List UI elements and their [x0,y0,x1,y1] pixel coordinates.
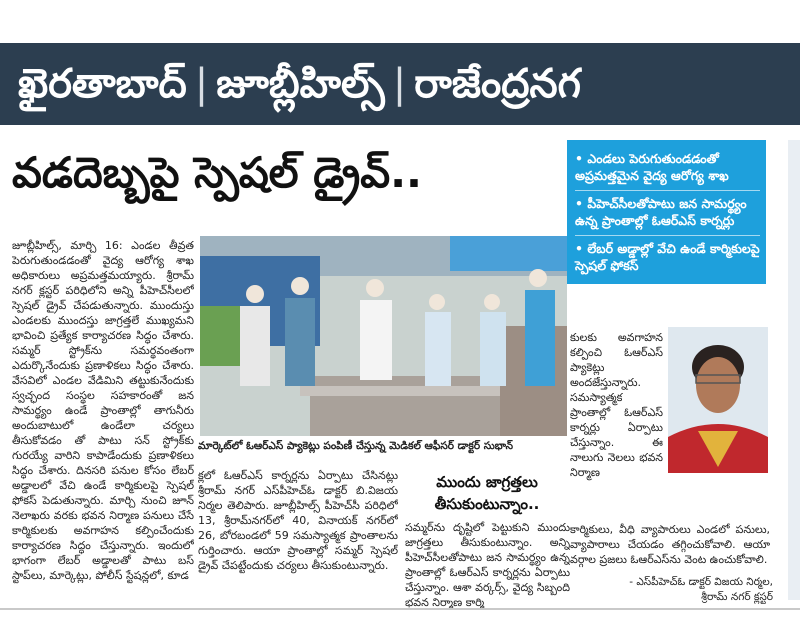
highlight-item: • పీహెచ్‌సీలతోపాటు జన సామర్థ్యం ఉన్న ప్రాంతాల్లో ఓఆర్‌ఎస్ కార్నర్లు [575,191,760,236]
highlights-box [567,140,766,284]
banner-area-2: జూబ్లీహిల్స్ [216,61,385,107]
article-column-2: క్ల‌లో ఓఆర్‌ఎస్ కార్నర్లను ఏర్పాటు చేసినట్లు శ్రీరామ్ నగర్ ఎస్‌పీహెచ్‌ఓ డాక్టర్ బి.విజయ నిర్మల తెలిపారు. జూబ్లీహిల్స్ పీహెచ్‌సీ పరిధిలో 13, శ్రీరామ్‌నగర్‌లో 40, వినాయక్ నగర్‌లో 26, బోరబండలో 59 సమస్యాత్మక ప్రాంతాలను గుర్తించారు. ఆయా ప్రాంతాల్లో సమ్మర్ స్పెషల్ డ్రైవ్ చేపట్టేందుకు చర్యలు తీసుకుంటున్నారు. [198,469,398,572]
news-photo [200,236,567,436]
highlight-item: • ఎండలు పెరుగుతుండడంతో అప్రమత్తమైన వైద్య ఆరోగ్య శాఖ [575,146,760,191]
highlight-item: • లేబర్ అడ్డాల్లో వేచి ఉండే కార్మికులపై స్పెషల్ ఫోకస్ [575,236,760,280]
banner-separator: | [392,61,407,107]
article-column-1: జూబ్లీహిల్స్, మార్చి 16: ఎండల తీవ్రత పెరుగుతుండడంతో వైద్య ఆరోగ్య శాఖ అధికారులు అప్రమత్తమయ్యారు. శ్రీరామ్ నగర్ క్లస్టర్ పరిధిలోని అన్ని పీహెచ్‌సీలలో స్పెషల్ డ్రైవ్ చేపడుతున్నారు. ముందుస్తు ఎండలకు ముందస్తు జాగ్రత్తలే ముఖ్యమని భావించి ప్రత్యేక కార్యాచరణ సిద్ధం చేశారు. సమ్మర్ స్ట్రోక్‌ను సమర్థవంతంగా ఎదుర్కొనేందుకు ప్రణాళికలు సిద్ధం చేశారు. వేసవిలో ఎండల వేడిమిని తట్టుకునేందుకు స్వచ్ఛంద సంస్థల సహకారంతో జన సామర్థ్యం ఉండే ప్రాంతాల్లో తాగునీరు అందుబాటులో ఉండేలా చర్యలు తీసుకోవడం తో పాటు సన్ స్ట్రోక్‌కు గురయ్యే వారిని కాపాడేందుకు ప్రణాళికలు సిద్ధం చేశారు. దినసరి పనుల కోసం లేబర్ అడ్డాలలో వేచి ఉండే కార్మికులపై స్పెషల్ ఫోకస్ పెడుతున్నారు. మార్చి నుంచి జూన్ నెలాఖరు వరకు భవన నిర్మాణ పనులు చేసే కార్మికులకు అవగాహన కల్పించేందుకు కార్యాచరణ సిద్ధం చేస్తున్నారు. ఇందులో భాగంగా లేబర్ అడ్డాలతో పాటు బస్ స్టాప్‌లు, మార్కెట్లు, పోలీస్ స్టేషన్లలో, కూడ [12,239,194,582]
portrait-photo [668,327,768,473]
article-column-4: కులకు అవగాహన కల్పించి ఓఆర్‌ఎస్ ప్యాకెట్లు అందజేస్తున్నారు. సమస్యాత్మక ప్రాంతాల్లో ఓఆర్‌ఎస్ కార్నర్లు ఏర్పాటు చేస్తున్నాం. ఈ నాలుగు నెలలు భవన నిర్మాణ [570,331,663,479]
signature-name: - ఎస్‌పీహెచ్‌ఓ డాక్టర్ విజయ నిర్మల, [629,576,773,588]
article-column-5: కార్మికులు, వీధి వ్యాపారులు ఎండలో పనులు, వ్యాపారాలు చేయడం తగ్గించుకోవాలి. ఆయా వర్గాల ప్రజలు ఓఆర్‌ఎస్‌ను వెంట ఉంచుకోవాలి. [570,523,770,566]
area-banner [0,43,800,125]
article-column-3: సమ్మర్‌ను దృష్టిలో పెట్టుకుని ముందు జాగ్రత్తలు తీసుకుంటున్నాం. అన్ని పీహెచ్‌సీలతోపాటు జన సామర్థ్యం ఉన్న ప్రాంతాల్లో ఓఆర్‌ఎస్ కార్నర్లను ఏర్పాటు చేస్తున్నాం. ఆశా వర్కర్స్, వైద్య సిబ్బంది భవన నిర్మాణ కార్మి [405,521,570,608]
subhead: ముందు జాగ్రత్తలు తీసుకుంటున్నాం.. [434,473,540,513]
top-margin [0,0,800,40]
photo-caption: మార్కెట్‌లో ఓఆర్‌ఎస్ ప్యాకెట్లు పంపిణీ చేస్తున్న మెడికల్ ఆఫీసర్ డాక్టర్ సుభాన్ [198,440,514,452]
banner-area-3: రాజేంద్రనగ [414,61,581,107]
divider [0,608,800,610]
adjacent-article-edge [788,140,800,600]
quote-signature [583,575,773,605]
headline: వడదెబ్బపై స్పెషల్ డ్రైవ్.. [12,148,423,197]
banner-separator: | [194,61,209,107]
banner-area-1: ఖైరతాబాద్ [18,61,187,107]
signature-designation: శ్రీరామ్ నగర్ క్లస్టర్ [701,591,773,603]
